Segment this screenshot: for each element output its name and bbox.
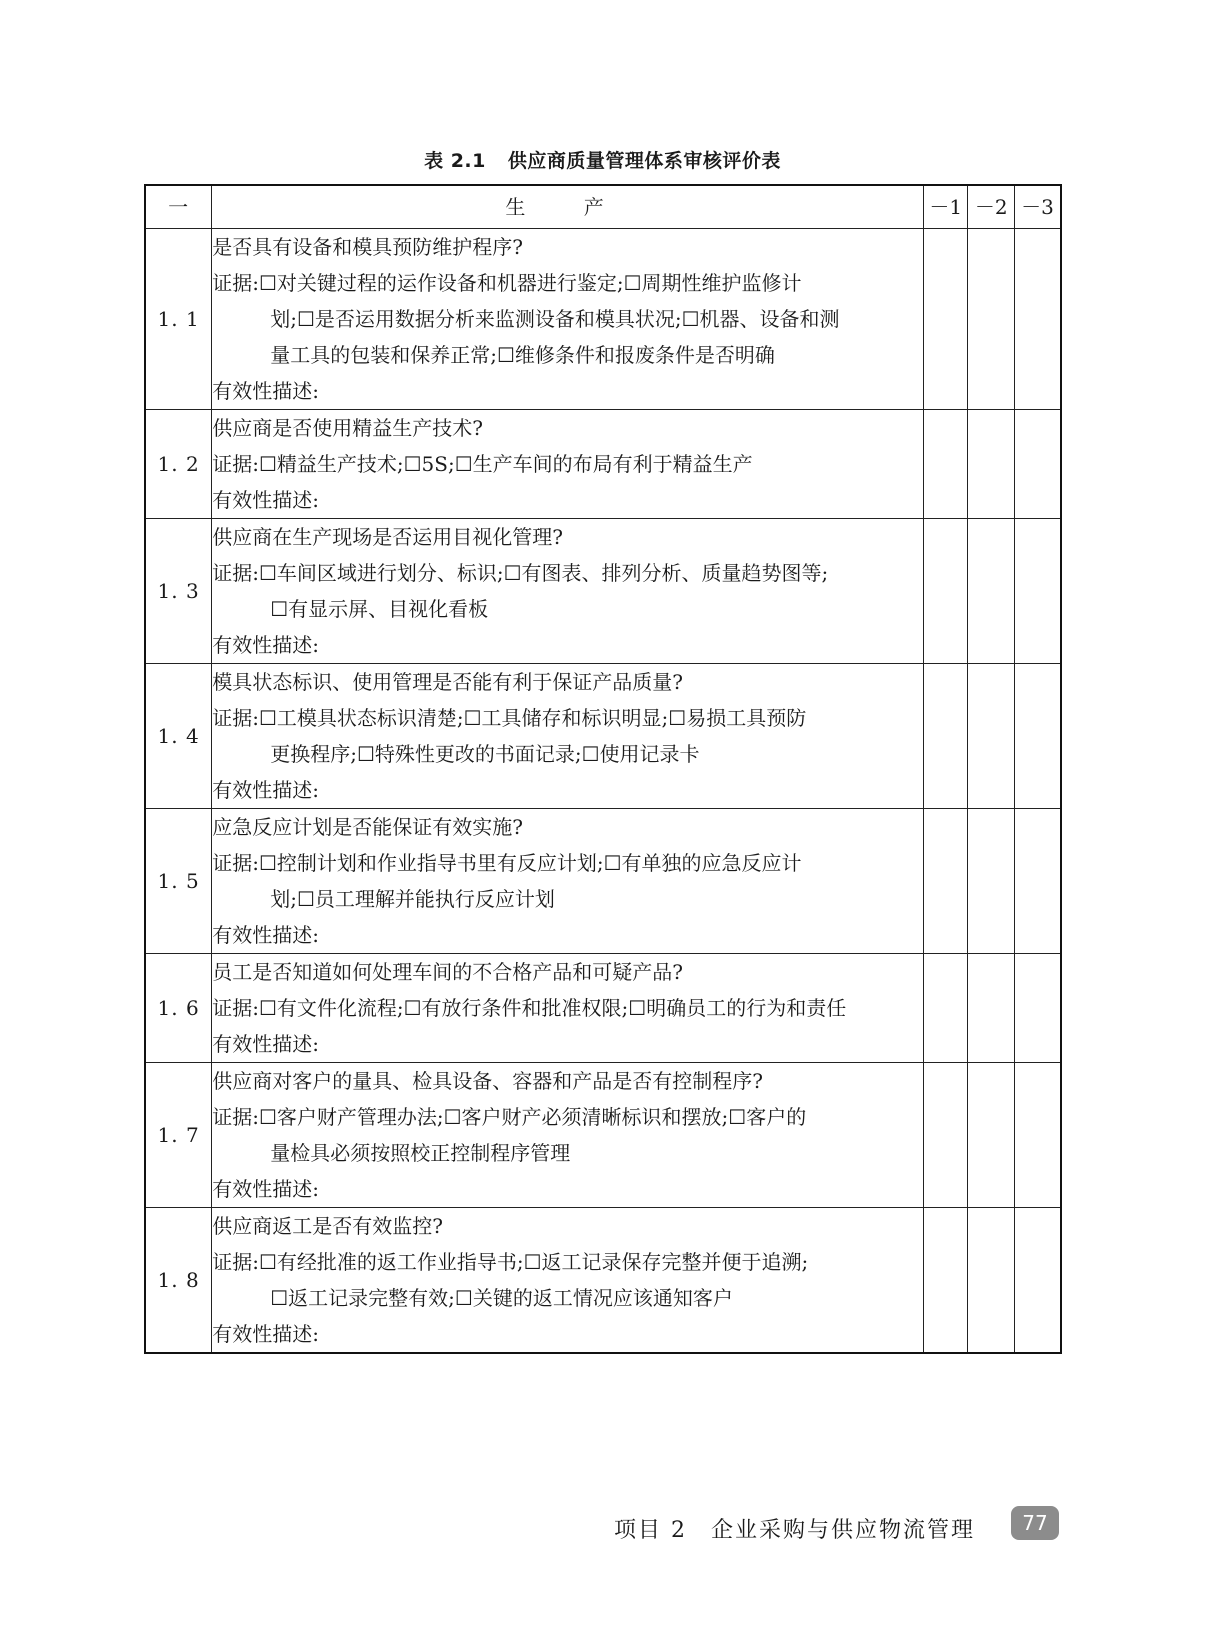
evidence-line: 量检具必须按照校正控制程序管理 <box>270 1140 571 1165</box>
score-cell-2[interactable] <box>968 808 1015 953</box>
score-cell-1[interactable] <box>923 518 967 663</box>
score-cell-3[interactable] <box>1014 808 1061 953</box>
score-cell-3[interactable] <box>1014 228 1061 409</box>
effectiveness-label: 有效性描述: <box>212 1031 319 1056</box>
row-content <box>212 1062 924 1207</box>
score-cell-1[interactable] <box>923 228 967 409</box>
section-id: 一 <box>145 185 212 228</box>
audit-question: 应急反应计划是否能保证有效实施? <box>212 814 523 839</box>
row-content <box>212 228 924 409</box>
evidence-line: ☐返工记录完整有效;☐关键的返工情况应该通知客户 <box>270 1285 733 1310</box>
row-content <box>212 953 924 1062</box>
effectiveness-label: 有效性描述: <box>212 777 319 802</box>
table-row <box>145 228 1061 409</box>
evidence-line: 证据:☐工模具状态标识清楚;☐工具储存和标识明显;☐易损工具预防 <box>212 705 807 730</box>
table-row <box>145 409 1061 518</box>
page-number-badge: 77 <box>1011 1506 1059 1540</box>
table-title: 供应商质量管理体系审核评价表 <box>507 150 781 172</box>
evidence-line: 证据:☐精益生产技术;☐5S;☐生产车间的布局有利于精益生产 <box>212 451 753 476</box>
score-cell-2[interactable] <box>968 518 1015 663</box>
row-content <box>212 409 924 518</box>
audit-question: 是否具有设备和模具预防维护程序? <box>212 234 523 259</box>
section-title: 生 产 <box>505 194 630 219</box>
evidence-line: ☐有显示屏、目视化看板 <box>270 596 489 621</box>
score-header-3: －3 <box>1014 185 1061 228</box>
score-cell-1[interactable] <box>923 953 967 1062</box>
score-cell-3[interactable] <box>1014 409 1061 518</box>
row-id: 1. 4 <box>145 663 212 808</box>
header-row <box>145 185 1061 228</box>
evidence-line: 量工具的包装和保养正常;☐维修条件和报废条件是否明确 <box>270 342 775 367</box>
row-content <box>212 518 924 663</box>
table-row <box>145 663 1061 808</box>
effectiveness-label: 有效性描述: <box>212 632 319 657</box>
audit-question: 供应商在生产现场是否运用目视化管理? <box>212 524 563 549</box>
audit-question: 供应商对客户的量具、检具设备、容器和产品是否有控制程序? <box>212 1068 763 1093</box>
evidence-line: 更换程序;☐特殊性更改的书面记录;☐使用记录卡 <box>270 741 700 766</box>
row-id: 1. 2 <box>145 409 212 518</box>
section-title-cell <box>212 185 924 228</box>
row-content <box>212 808 924 953</box>
table-row <box>145 518 1061 663</box>
evidence-line: 划;☐是否运用数据分析来监测设备和模具状况;☐机器、设备和测 <box>270 306 840 331</box>
score-cell-1[interactable] <box>923 808 967 953</box>
score-cell-3[interactable] <box>1014 663 1061 808</box>
audit-question: 员工是否知道如何处理车间的不合格产品和可疑产品? <box>212 959 683 984</box>
audit-question: 模具状态标识、使用管理是否能有利于保证产品质量? <box>212 669 683 694</box>
effectiveness-label: 有效性描述: <box>212 378 319 403</box>
score-cell-2[interactable] <box>968 228 1015 409</box>
row-content <box>212 663 924 808</box>
footer-title: 企业采购与供应物流管理 <box>711 1518 976 1543</box>
footer-project: 项目 2 <box>614 1518 687 1543</box>
score-cell-2[interactable] <box>968 1207 1015 1353</box>
score-cell-1[interactable] <box>923 1207 967 1353</box>
table-row <box>145 1062 1061 1207</box>
score-cell-1[interactable] <box>923 663 967 808</box>
effectiveness-label: 有效性描述: <box>212 922 319 947</box>
row-id: 1. 7 <box>145 1062 212 1207</box>
score-cell-2[interactable] <box>968 1062 1015 1207</box>
score-header-2: －2 <box>968 185 1015 228</box>
effectiveness-label: 有效性描述: <box>212 487 319 512</box>
audit-question: 供应商返工是否有效监控? <box>212 1213 443 1238</box>
row-id: 1. 8 <box>145 1207 212 1353</box>
score-cell-3[interactable] <box>1014 1207 1061 1353</box>
audit-table <box>144 184 1062 1354</box>
score-cell-3[interactable] <box>1014 953 1061 1062</box>
evidence-line: 证据:☐有文件化流程;☐有放行条件和批准权限;☐明确员工的行为和责任 <box>212 995 847 1020</box>
row-id: 1. 6 <box>145 953 212 1062</box>
table-number: 表 2.1 <box>424 150 486 172</box>
effectiveness-label: 有效性描述: <box>212 1321 319 1346</box>
score-cell-1[interactable] <box>923 409 967 518</box>
evidence-line: 证据:☐车间区域进行划分、标识;☐有图表、排列分析、质量趋势图等; <box>212 560 829 585</box>
table-row <box>145 953 1061 1062</box>
row-id: 1. 5 <box>145 808 212 953</box>
audit-question: 供应商是否使用精益生产技术? <box>212 415 483 440</box>
evidence-line: 证据:☐控制计划和作业指导书里有反应计划;☐有单独的应急反应计 <box>212 850 802 875</box>
score-cell-3[interactable] <box>1014 1062 1061 1207</box>
row-id: 1. 3 <box>145 518 212 663</box>
row-id: 1. 1 <box>145 228 212 409</box>
score-cell-2[interactable] <box>968 409 1015 518</box>
table-caption <box>0 146 1205 173</box>
table-row <box>145 1207 1061 1353</box>
page-footer <box>614 1513 975 1544</box>
score-header-1: －1 <box>923 185 967 228</box>
score-cell-2[interactable] <box>968 953 1015 1062</box>
evidence-line: 证据:☐对关键过程的运作设备和机器进行鉴定;☐周期性维护监修计 <box>212 270 802 295</box>
effectiveness-label: 有效性描述: <box>212 1176 319 1201</box>
evidence-line: 划;☐员工理解并能执行反应计划 <box>270 886 555 911</box>
row-content <box>212 1207 924 1353</box>
evidence-line: 证据:☐有经批准的返工作业指导书;☐返工记录保存完整并便于追溯; <box>212 1249 809 1274</box>
evidence-line: 证据:☐客户财产管理办法;☐客户财产必须清晰标识和摆放;☐客户的 <box>212 1104 807 1129</box>
table-row <box>145 808 1061 953</box>
score-cell-1[interactable] <box>923 1062 967 1207</box>
score-cell-3[interactable] <box>1014 518 1061 663</box>
score-cell-2[interactable] <box>968 663 1015 808</box>
